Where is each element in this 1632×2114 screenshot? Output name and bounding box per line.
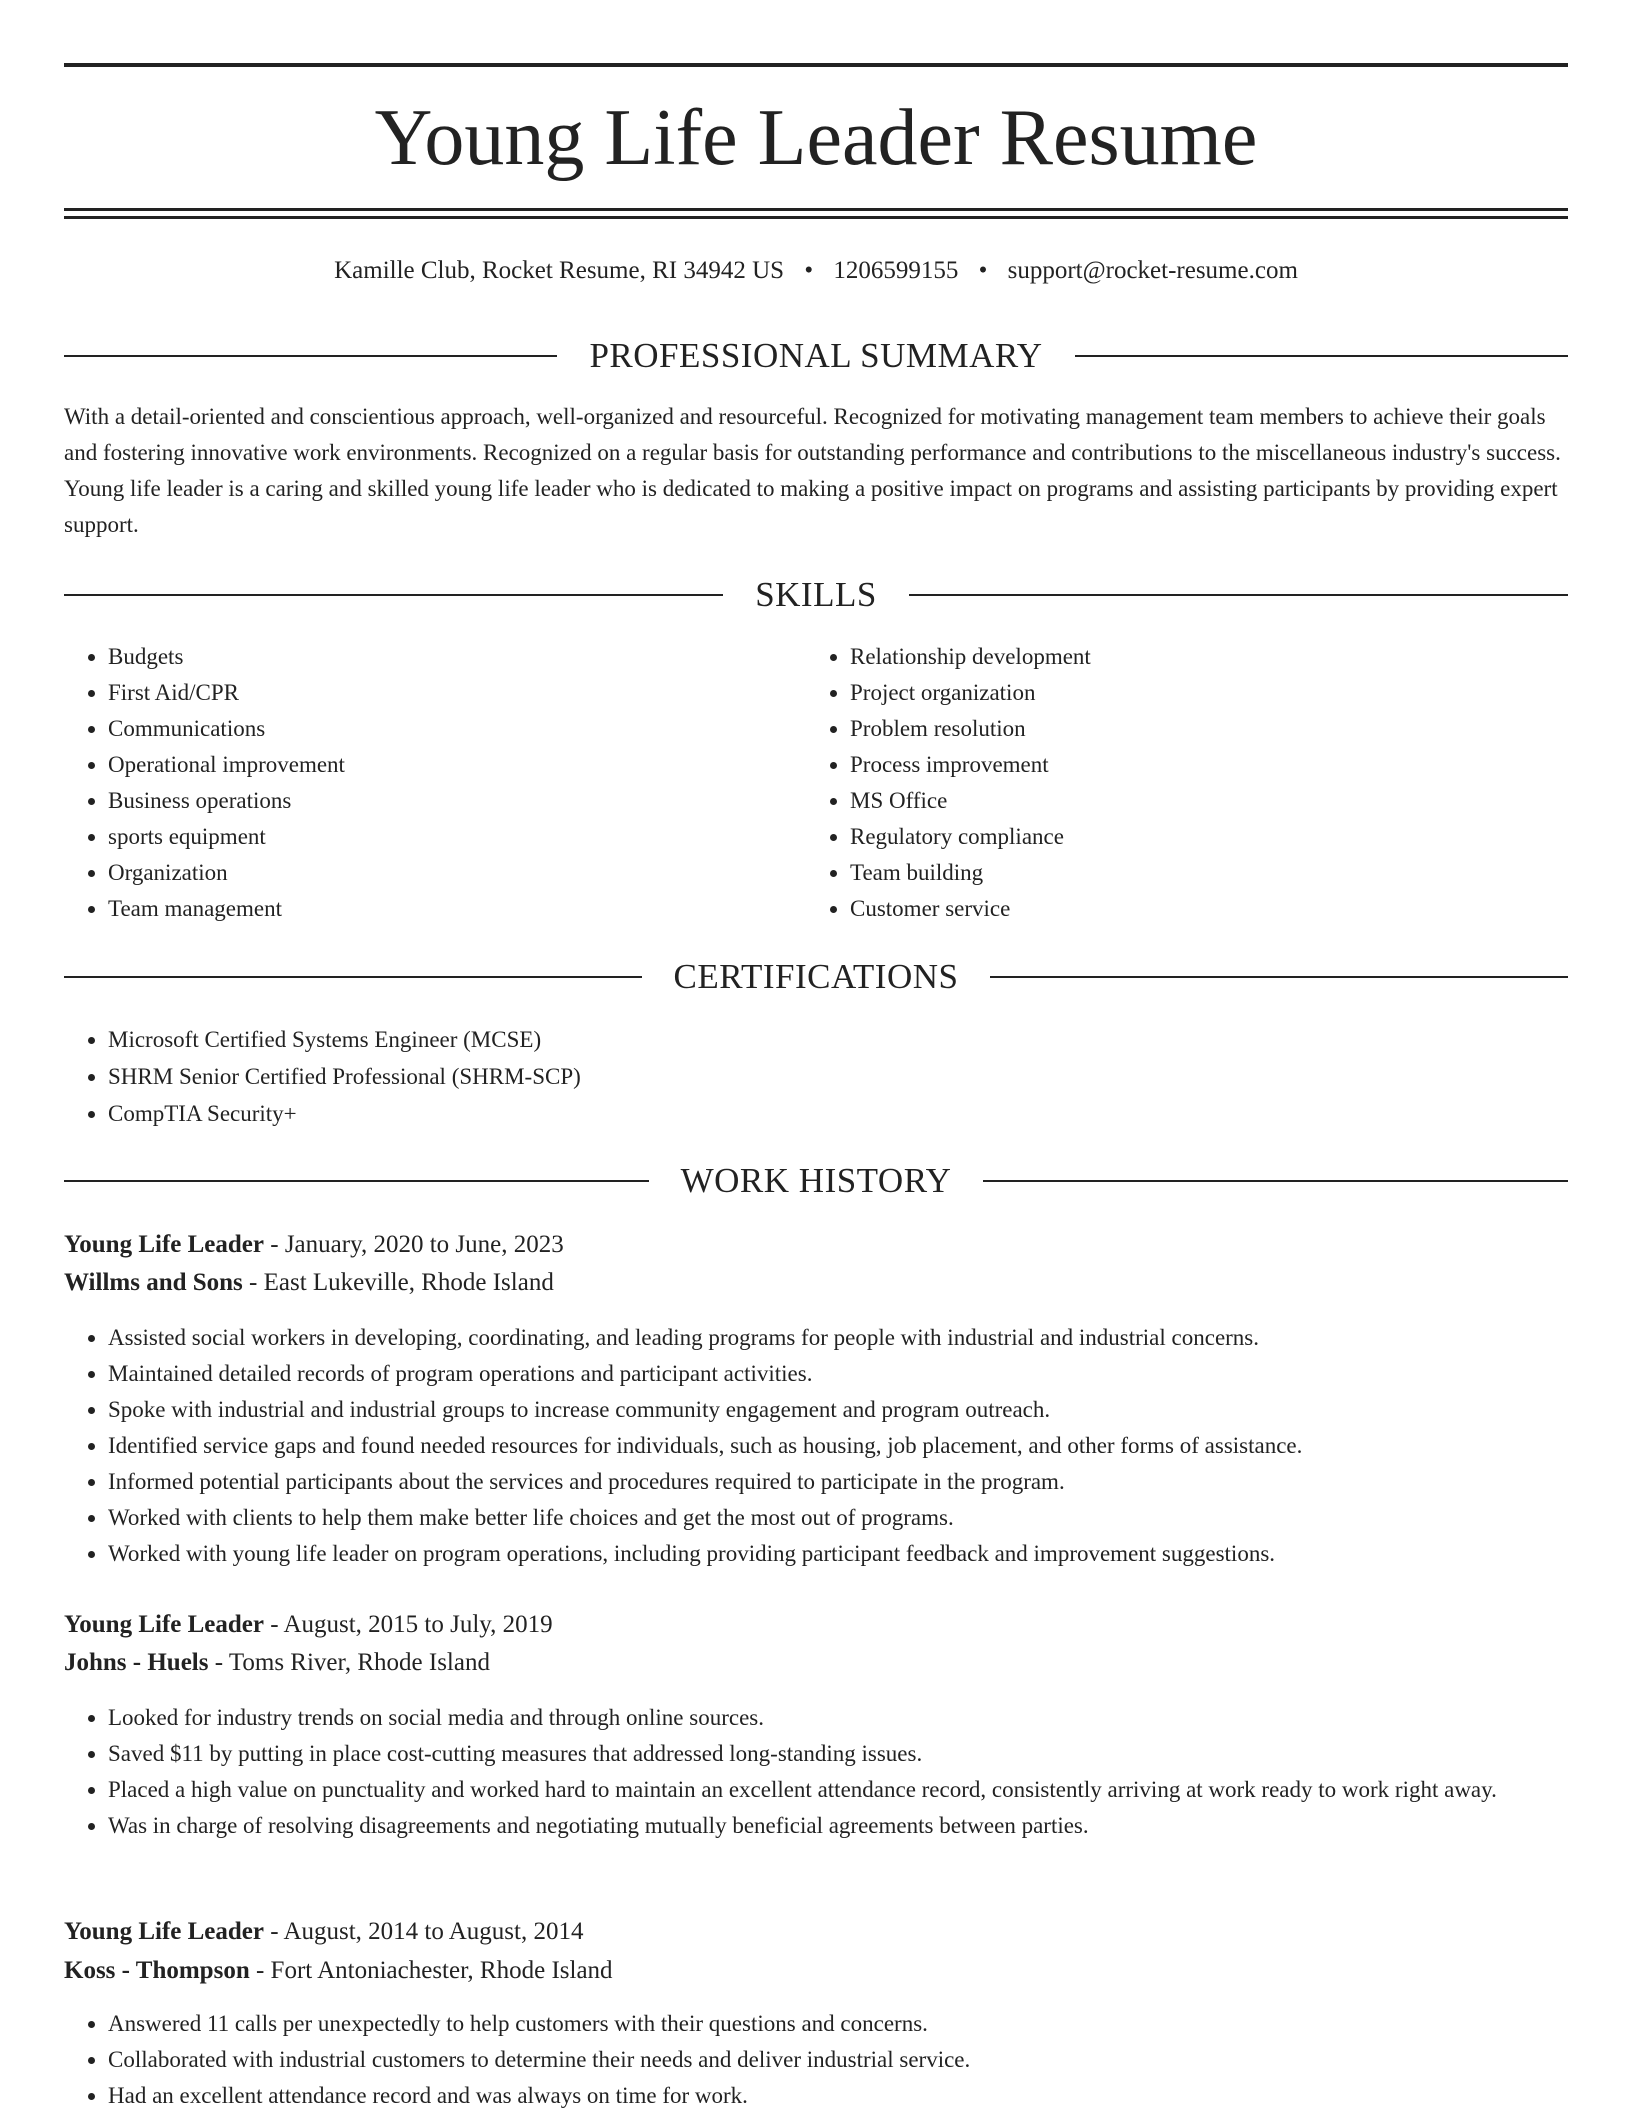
skill-item: • sports equipment (108, 819, 788, 855)
skill-item: • MS Office (850, 783, 1550, 819)
skill-item: • First Aid/CPR (108, 675, 788, 711)
certifications-list (64, 1021, 1408, 1132)
job-title: Young Life Leader (64, 1918, 264, 1945)
skill-item: • Project organization (850, 675, 1550, 711)
job-company: Willms and Sons (64, 1269, 243, 1296)
skill-item: • Process improvement (850, 747, 1550, 783)
job-bullet: • Assisted social workers in developing, coordinating, and leading programs for people with industrial and industrial concerns. (108, 1320, 1614, 1356)
skill-item: • Team building (850, 855, 1550, 891)
job-bullet: • Identified service gaps and found needed resources for individuals, such as housing, job placement, and other forms of assistance. (108, 1428, 1614, 1464)
job-company: Koss - Thompson (64, 1957, 250, 1984)
section-rule (983, 1180, 1568, 1182)
job-bullet: • Worked with young life leader on program operations, including providing participant feedback and improvement suggestions. (108, 1536, 1614, 1572)
certification-item: • SHRM Senior Certified Professional (SHRM-SCP) (108, 1058, 1408, 1095)
contact-phone: 1206599155 (833, 257, 959, 284)
job-bullet: • Maintained detailed records of program operations and participant activities. (108, 1356, 1614, 1392)
skill-item: • Problem resolution (850, 711, 1550, 747)
job-bullet: • Placed a high value on punctuality and worked hard to maintain an excellent attendance record, consistently arriving at work ready to work right away. (108, 1772, 1614, 1808)
skill-item: • Relationship development (850, 639, 1550, 675)
contact-separator: • (978, 257, 988, 284)
section-rule (64, 355, 557, 357)
skill-item: • Team management (108, 891, 788, 927)
job-bullet: • Informed potential participants about the services and procedures required to participate in the program. (108, 1464, 1614, 1500)
skill-item: • Regulatory compliance (850, 819, 1550, 855)
job-bullet: • Spoke with industrial and industrial groups to increase community engagement and program outreach. (108, 1392, 1614, 1428)
job-bullet: • Collaborated with industrial customers to determine their needs and deliver industrial service. (108, 2042, 1614, 2078)
section-rule (1075, 355, 1568, 357)
page-title: Young Life Leader Resume (374, 94, 1258, 182)
section-rule (64, 1180, 649, 1182)
skill-item: • Business operations (108, 783, 788, 819)
job-bullet: • Looked for industry trends on social media and through online sources. (108, 1700, 1614, 1736)
section-title: WORK HISTORY (680, 1161, 952, 1200)
job-bullet: • Was in charge of resolving disagreements and negotiating mutually beneficial agreements between parties. (108, 1808, 1614, 1844)
job-dates: - January, 2020 to June, 2023 (270, 1231, 564, 1258)
job-company: Johns - Huels (64, 1649, 209, 1676)
skill-item: • Organization (108, 855, 788, 891)
job-location: - Toms River, Rhode Island (214, 1649, 490, 1676)
skill-item: • Operational improvement (108, 747, 788, 783)
certification-item: • CompTIA Security+ (108, 1095, 1408, 1132)
certification-item: • Microsoft Certified Systems Engineer (MCSE) (108, 1021, 1408, 1058)
job-title-line (64, 1227, 564, 1263)
job-dates: - August, 2014 to August, 2014 (270, 1918, 584, 1945)
job-title: Young Life Leader (64, 1611, 264, 1638)
skill-item: • Customer service (850, 891, 1550, 927)
section-header-work (64, 1159, 1568, 1203)
title-rule-lower (64, 216, 1568, 219)
section-rule (64, 594, 723, 596)
skills-list-left (64, 639, 788, 927)
job-title: Young Life Leader (64, 1231, 264, 1258)
skill-item: • Communications (108, 711, 788, 747)
section-rule (64, 976, 642, 978)
job-bullet: • Saved $11 by putting in place cost-cutting measures that addressed long-standing issues. (108, 1736, 1614, 1772)
title-rule-upper (64, 208, 1568, 211)
section-header-certifications (64, 955, 1568, 999)
contact-line (64, 255, 1568, 287)
section-title: PROFESSIONAL SUMMARY (589, 336, 1043, 375)
skills-list-right (806, 639, 1550, 927)
job-bullet: • Worked with clients to help them make better life choices and get the most out of programs. (108, 1500, 1614, 1536)
contact-separator: • (804, 257, 814, 284)
job-bullet: • Had an excellent attendance record and was always on time for work. (108, 2078, 1614, 2114)
section-title: SKILLS (755, 575, 877, 614)
section-rule (909, 594, 1568, 596)
job-location: - East Lukeville, Rhode Island (249, 1269, 554, 1296)
contact-email: support@rocket-resume.com (1007, 257, 1298, 284)
section-rule (990, 976, 1568, 978)
section-header-skills (64, 573, 1568, 617)
job-title-line (64, 1607, 553, 1643)
job-bullets (64, 1700, 1614, 1844)
job-bullets (64, 2006, 1614, 2114)
job-company-line (64, 1645, 490, 1681)
job-bullets (64, 1320, 1614, 1572)
job-company-line (64, 1953, 613, 1989)
job-location: - Fort Antoniachester, Rhode Island (255, 1957, 613, 1984)
job-bullet: • Answered 11 calls per unexpectedly to help customers with their questions and concerns. (108, 2006, 1614, 2042)
contact-address: Kamille Club, Rocket Resume, RI 34942 US (334, 257, 785, 284)
top-rule (64, 63, 1568, 67)
section-header-summary (64, 334, 1568, 378)
section-title: CERTIFICATIONS (673, 957, 959, 996)
job-dates: - August, 2015 to July, 2019 (270, 1611, 553, 1638)
job-company-line (64, 1265, 554, 1301)
summary-text: With a detail-oriented and conscientious approach, well-organized and resourceful. Recognized for motivating management team members to achieve their goals and fostering innovative work environments. Recognized on a regular basis for outstanding performance and contributions to the miscellaneous industry's success. Young life leader is a caring and skilled young life leader who is dedicated to making a positive impact on programs and assisting participants by providing expert support. (64, 404, 1561, 537)
skill-item: • Budgets (108, 639, 788, 675)
job-title-line (64, 1914, 583, 1950)
